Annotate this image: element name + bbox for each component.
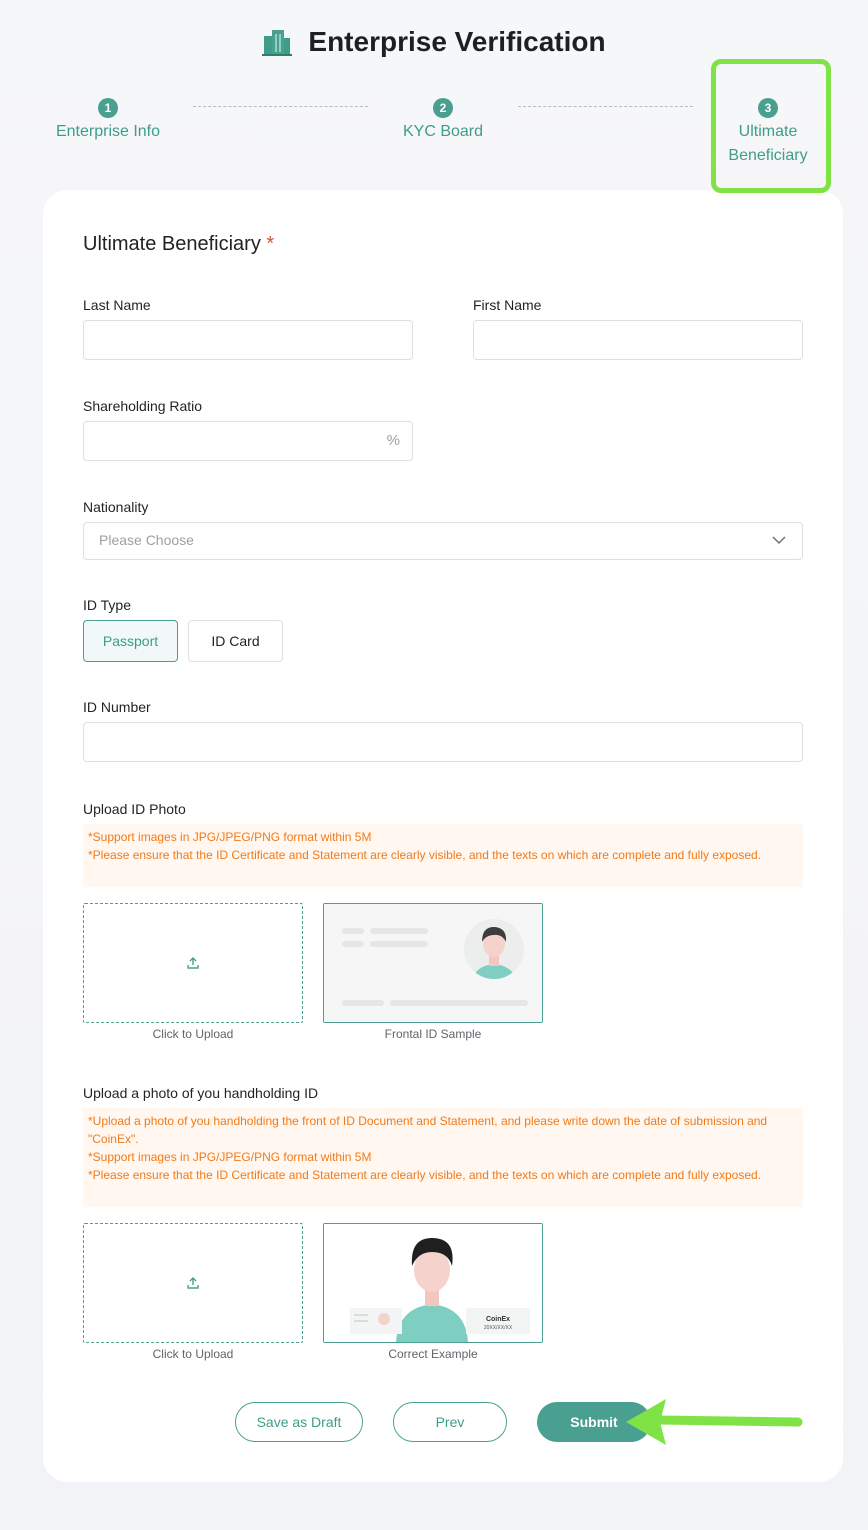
- percent-suffix: %: [386, 432, 400, 449]
- upload-id-dropzone[interactable]: [83, 903, 303, 1023]
- notice-line: *Upload a photo of you handholding the front of ID Document and Statement, and please write down the date of submission and "CoinEx".: [88, 1114, 768, 1146]
- id-type-label: ID Type: [83, 597, 131, 613]
- step-number: 1: [98, 98, 118, 118]
- arrow-annotation-icon: [620, 1395, 805, 1450]
- upload-icon: [186, 1276, 200, 1290]
- id-number-input[interactable]: [83, 722, 803, 762]
- page-title: Enterprise Verification: [308, 26, 606, 57]
- nationality-select[interactable]: [83, 522, 803, 560]
- id-type-passport[interactable]: Passport: [83, 620, 178, 662]
- building-icon: [262, 28, 292, 56]
- shareholding-label: Shareholding Ratio: [83, 398, 203, 414]
- upload-hand-label: Upload a photo of you handholding ID: [83, 1085, 319, 1101]
- step-number: 3: [758, 98, 778, 118]
- step-highlight-box: [711, 59, 831, 193]
- upload-hand-dropzone[interactable]: [83, 1223, 303, 1343]
- step-label: Enterprise Info: [55, 123, 161, 140]
- notice-line: *Support images in JPG/JPEG/PNG format within 5M: [88, 1150, 372, 1164]
- upload-id-label: Upload ID Photo: [83, 801, 186, 817]
- sample-caption: Correct Example: [388, 1347, 478, 1361]
- last-name-input[interactable]: [83, 320, 413, 360]
- step-connector: [518, 106, 693, 107]
- upload-caption: Click to Upload: [152, 1347, 234, 1361]
- id-type-id-card[interactable]: ID Card: [188, 620, 283, 662]
- sample-note-brand: CoinEx: [485, 1316, 511, 1323]
- id-number-label: ID Number: [83, 699, 151, 715]
- upload-icon: [186, 956, 200, 970]
- first-name-label: First Name: [473, 297, 542, 313]
- nationality-placeholder: Please Choose: [99, 532, 194, 548]
- handholding-illustration: [324, 1224, 542, 1342]
- step-number: 2: [433, 98, 453, 118]
- required-mark: *: [266, 233, 275, 255]
- step-label: Beneficiary: [728, 147, 808, 164]
- save-draft-button[interactable]: Save as Draft: [235, 1402, 363, 1442]
- correct-example-sample: [323, 1223, 543, 1343]
- shareholding-input[interactable]: [83, 421, 413, 461]
- nationality-label: Nationality: [83, 499, 149, 515]
- step-enterprise-info[interactable]: [48, 96, 168, 144]
- last-name-label: Last Name: [83, 297, 151, 313]
- step-kyc-board[interactable]: [383, 96, 503, 144]
- page-header: [0, 24, 868, 60]
- chevron-down-icon: [772, 533, 786, 547]
- sample-note-date: 20XX/XX/XX: [483, 1325, 513, 1331]
- frontal-id-sample: [323, 903, 543, 1023]
- first-name-input[interactable]: [473, 320, 803, 360]
- form-card: [43, 190, 843, 1482]
- id-card-illustration: [324, 904, 542, 1022]
- section-title: [83, 233, 274, 256]
- upload-id-notice: [83, 824, 803, 887]
- step-label: KYC Board: [402, 123, 484, 140]
- notice-line: *Support images in JPG/JPEG/PNG format within 5M: [88, 830, 372, 844]
- submit-button[interactable]: Submit: [537, 1402, 651, 1442]
- step-connector: [193, 106, 368, 107]
- prev-button[interactable]: Prev: [393, 1402, 507, 1442]
- step-label: Ultimate: [738, 123, 798, 140]
- upload-caption: Click to Upload: [152, 1027, 234, 1041]
- sample-caption: Frontal ID Sample: [384, 1027, 482, 1041]
- upload-hand-notice: [83, 1108, 803, 1207]
- notice-line: *Please ensure that the ID Certificate and Statement are clearly visible, and the texts on which are complete and fully exposed.: [88, 1168, 762, 1182]
- section-title-text: Ultimate Beneficiary: [83, 233, 261, 255]
- notice-line: *Please ensure that the ID Certificate and Statement are clearly visible, and the texts on which are complete and fully exposed.: [88, 848, 762, 862]
